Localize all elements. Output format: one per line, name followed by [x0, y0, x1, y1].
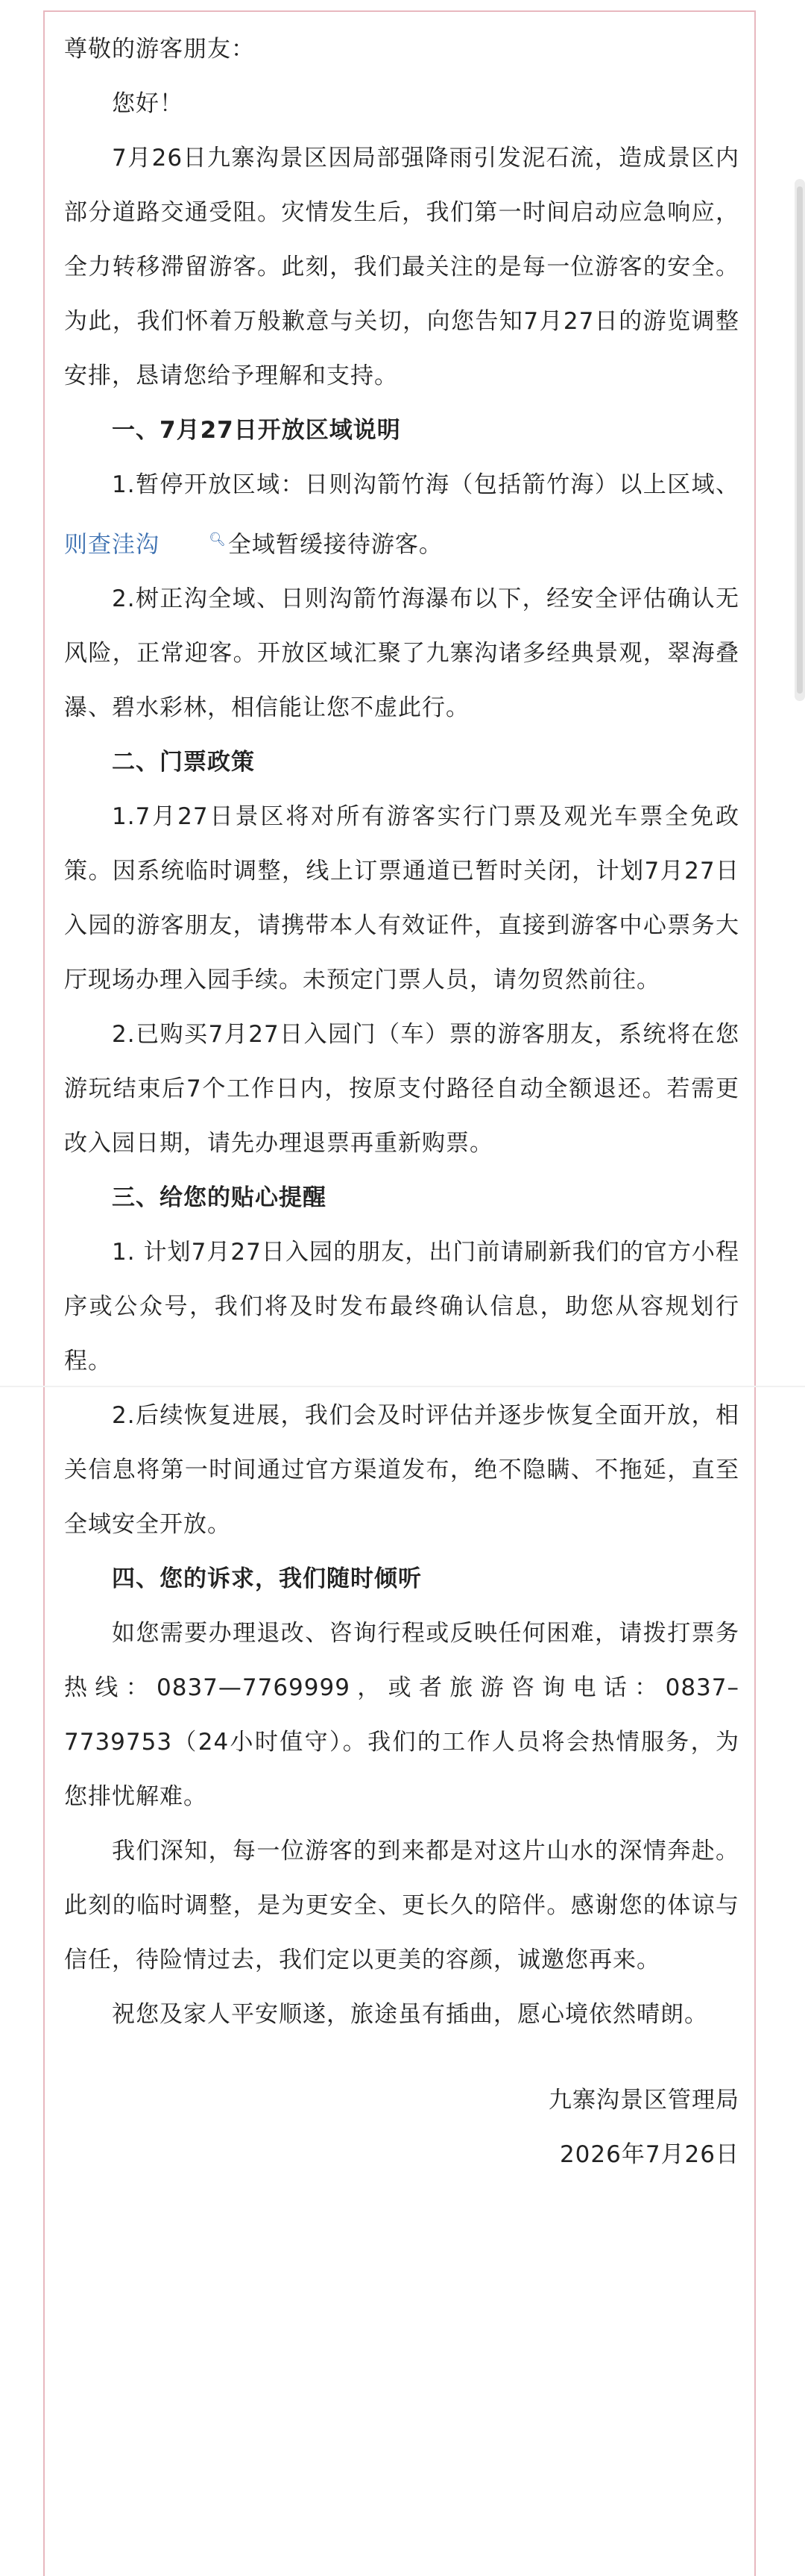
- closing-paragraph1: 我们深知，每一位游客的到来都是对这片山水的深情奔赴。此刻的临时调整，是为更安全、更长久的陪伴。感谢您的体谅与信任，待险情过去，我们定以更美的容颜，诚邀您再来。: [64, 1838, 739, 1974]
- section2-paragraph1: 1.7月27日景区将对所有游客实行门票及观光车票全免政策。因系统临时调整，线上订票通道已暂时关闭，计划7月27日入园的游客朋友，请携带本人有效证件，直接到游客中心票务大厅现场办理入园手续。未预定门票人员，请勿贸然前往。: [64, 803, 739, 994]
- scrollbar[interactable]: [795, 179, 805, 701]
- section3-title: 三、给您的贴心提醒: [112, 1184, 326, 1212]
- section1-p1-before: 1.暂停开放区域：日则沟箭竹海（包括箭竹海）以上区域、: [112, 471, 739, 498]
- search-icon[interactable]: 🔍︎: [209, 532, 227, 547]
- zechawa-link[interactable]: 则查洼沟: [64, 531, 160, 559]
- spacer: [64, 2042, 739, 2073]
- section4-paragraph1: 如您需要办理退改、咨询行程或反映任何困难，请拨打票务热线：0837—7769999，或者旅游咨询电话：0837–7739753（24小时值守）。我们的工作人员将会热情服务，为您排忧解难。: [64, 1620, 739, 1811]
- notice-body: [64, 22, 739, 2182]
- section3-paragraph2: 2.后续恢复进展，我们会及时评估并逐步恢复全面开放，相关信息将第一时间通过官方渠道发布，绝不隐瞒、不拖延，直至全域安全开放。: [64, 1402, 739, 1539]
- signature: 九寨沟景区管理局: [549, 2087, 739, 2114]
- section1-p1-after: 全域暂缓接待游客。: [227, 531, 443, 559]
- closing-paragraph2: 祝您及家人平安顺遂，旅途虽有插曲，愿心境依然晴朗。: [112, 2001, 708, 2029]
- section2-title: 二、门票政策: [112, 749, 255, 776]
- section1-paragraph1: [64, 458, 739, 572]
- date: 2026年7月26日: [559, 2141, 739, 2169]
- section3-paragraph1: 1. 计划7月27日入园的朋友，出门前请刷新我们的官方小程序或公众号，我们将及时发布最终确认信息，助您从容规划行程。: [64, 1239, 739, 1375]
- section4-title: 四、您的诉求，我们随时倾听: [112, 1565, 422, 1593]
- hello: 您好！: [112, 90, 183, 117]
- section1-paragraph2: 2.树正沟全域、日则沟箭竹海瀑布以下，经安全评估确认无风险，正常迎客。开放区域汇聚了九寨沟诸多经典景观，翠海叠瀑、碧水彩林，相信能让您不虚此行。: [64, 585, 739, 722]
- intro-paragraph: 7月26日九寨沟景区因局部强降雨引发泥石流，造成景区内部分道路交通受阻。灾情发生后，我们第一时间启动应急响应，全力转移滞留游客。此刻，我们最关注的是每一位游客的安全。为此，我们怀着万般歉意与关切，向您告知7月27日的游览调整安排，恳请您给予理解和支持。: [64, 145, 739, 389]
- scrollbar-thumb[interactable]: [797, 186, 803, 694]
- greeting: 尊敬的游客朋友：: [64, 36, 255, 63]
- section2-paragraph2: 2.已购买7月27日入园门（车）票的游客朋友，系统将在您游玩结束后7个工作日内，按原支付路径自动全额退还。若需更改入园日期，请先办理退票再重新购票。: [64, 1021, 739, 1157]
- section1-title: 一、7月27日开放区域说明: [112, 417, 401, 444]
